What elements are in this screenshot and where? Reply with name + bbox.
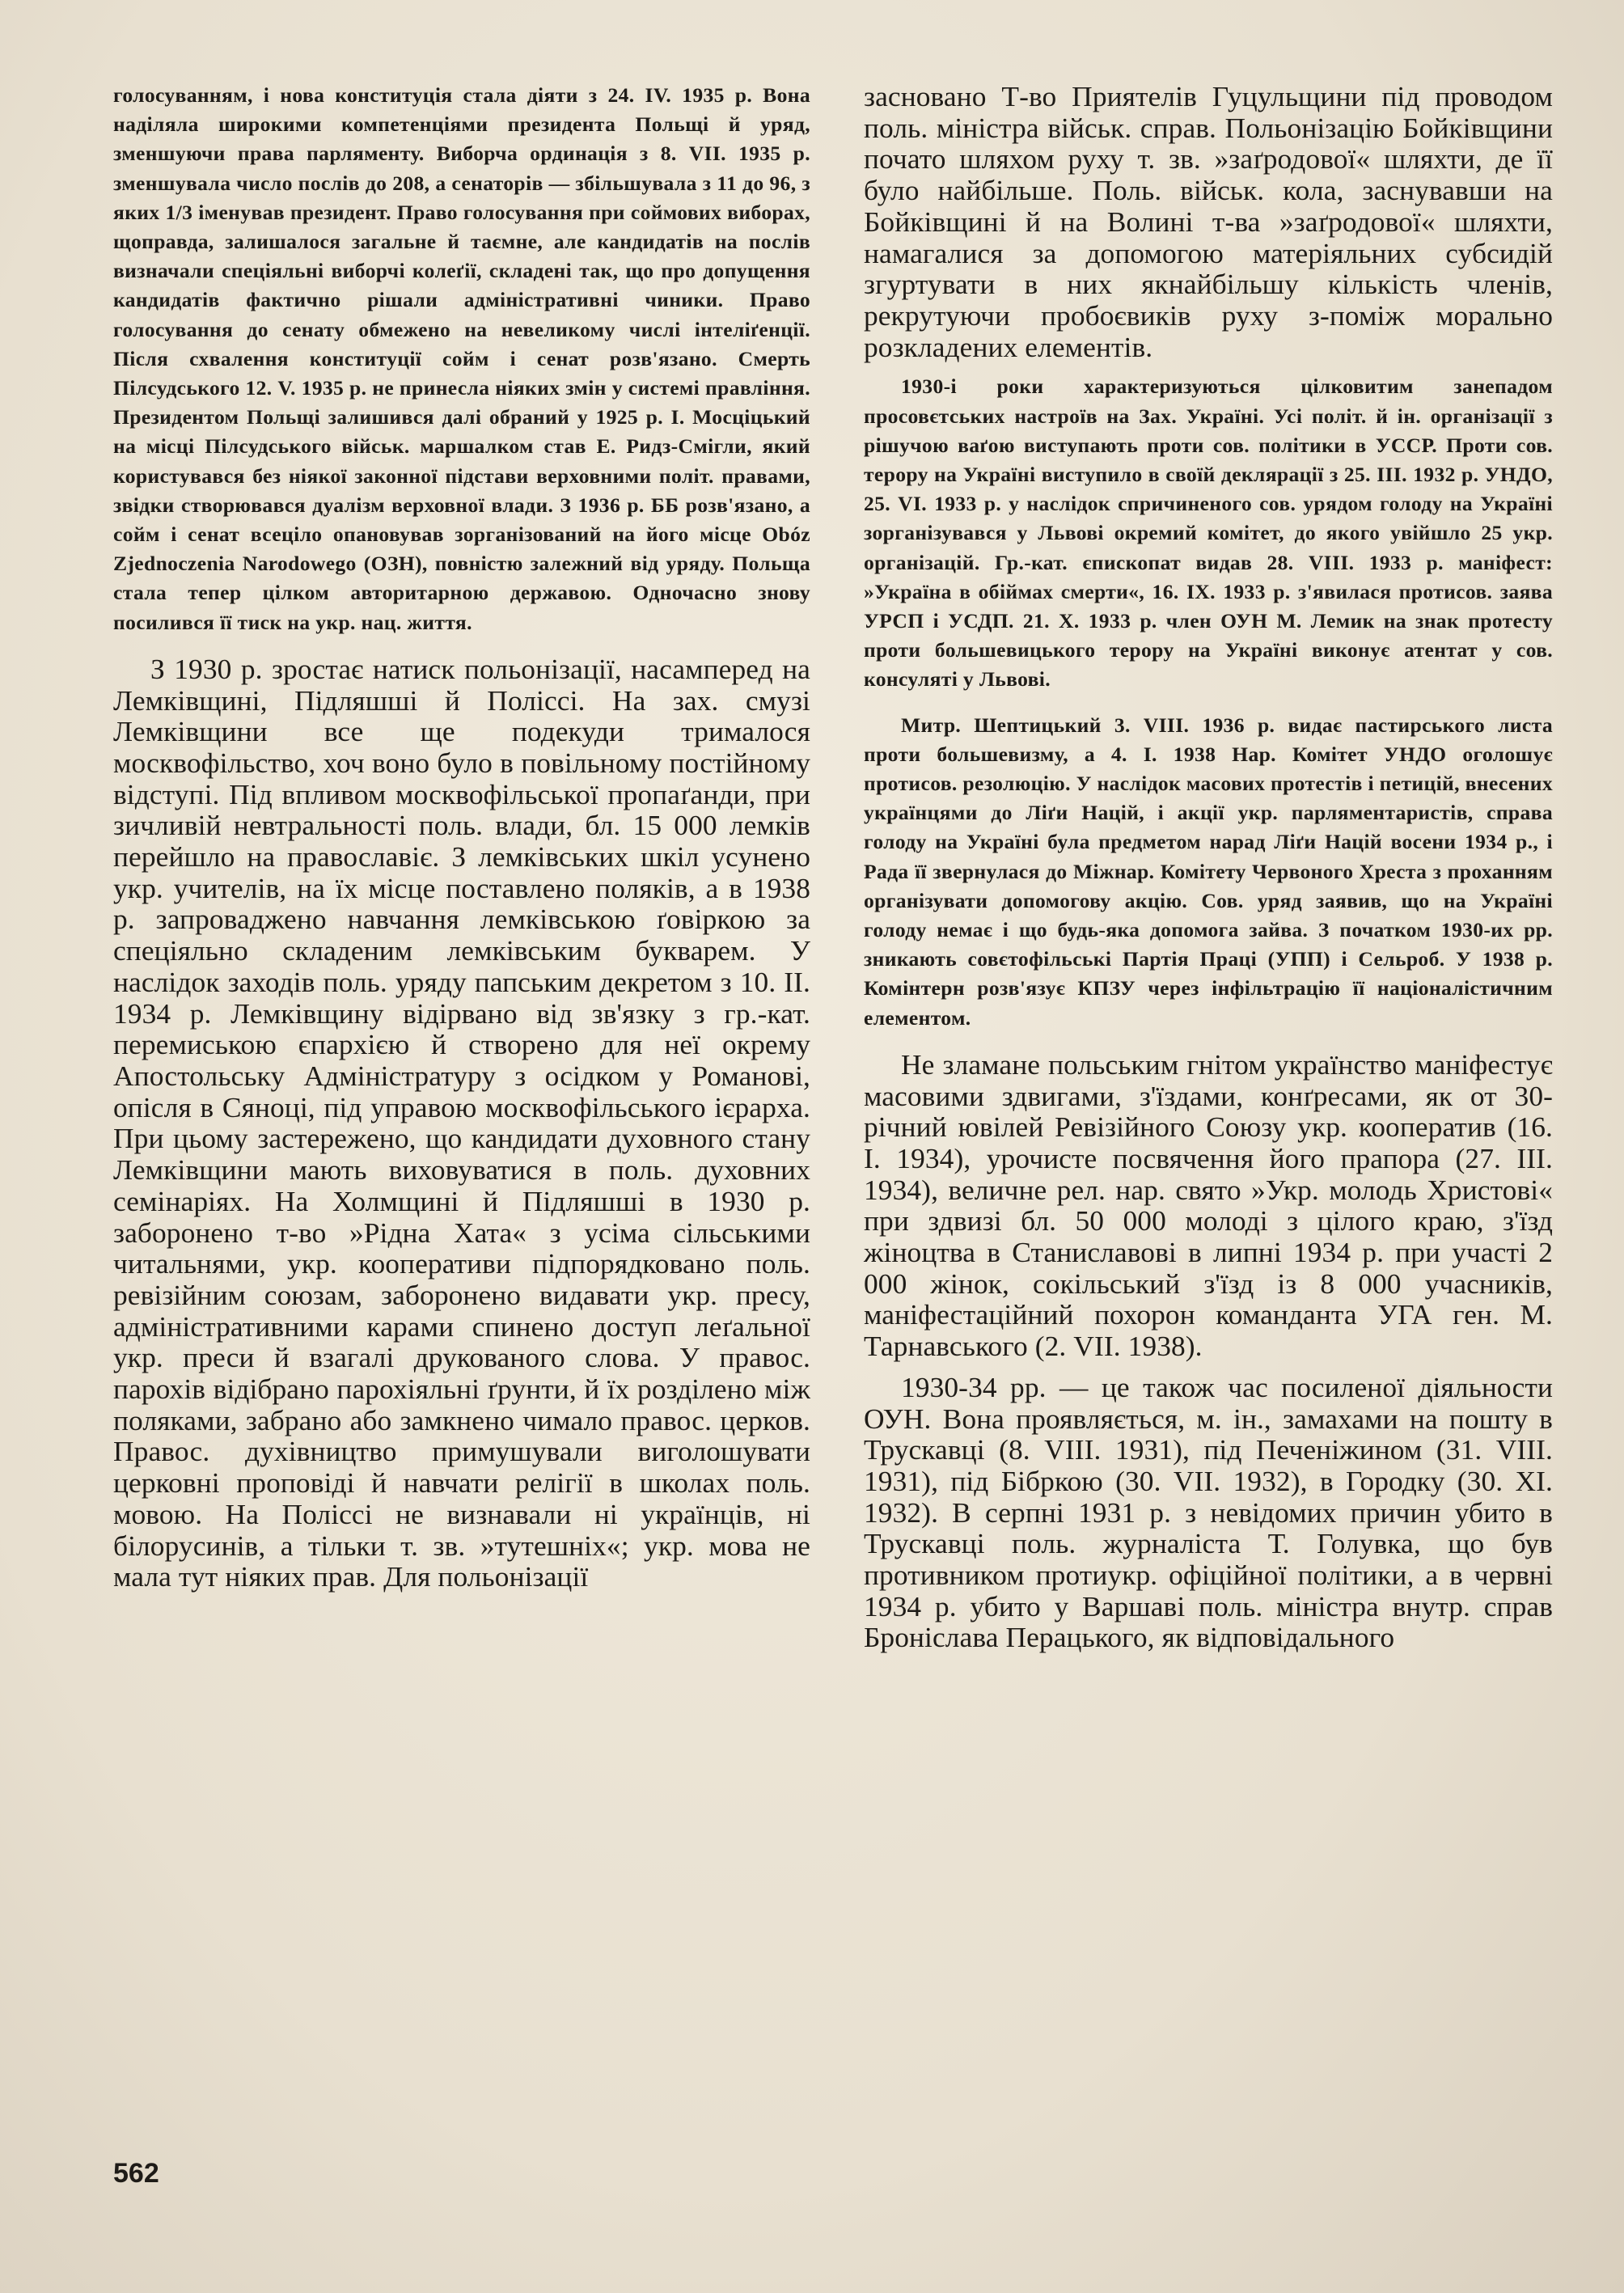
right-large-text-block-bottom [864, 1049, 1553, 1653]
left-large-text-block [113, 654, 810, 1593]
left-paragraph-1: голосуванням, і нова конституція стала діяти з 24. IV. 1935 р. Вона наділяла широкими компетенціями президента Польщі й уряд, зменшуючи права парляменту. Виборча ординація з 8. VII. 1935 р. зменшувала число послів до 208, а сенаторів — збільшувала з 11 до 96, з яких 1/3 іменував президент. Право голосування при соймових виборах, щоправда, залишалося загальне й таємне, але кандидатів на послів визначали спеціяльні виборчі колеґії, складені так, що про допущення кандидатів фактично рішали адміністративні чиники. Право голосування до сенату обмежено на невеликому числі інтеліґенції. Після схвалення конституції сойм і сенат розв'язано. Смерть Пілсудського 12. V. 1935 р. не принесла ніяких змін у системі правління. Президентом Польщі залишився далі обраний у 1925 р. І. Мосціцький на місці Пілсудського військ. маршалком став Е. Ридз-Смігли, який користувався без ніякої законної підстави верховними політ. правами, звідки створювався дуалізм верховної влади. З 1936 р. ББ розв'язано, а сойм і сенат всецілo опановував зорганізований на його місце Obóz Zjednoczenia Narodowego (ОЗН), повністю залежний від уряду. Польща стала тепер цілком авторитарною державою. Одночасно знову посилився її тиск на укр. нац. життя. [113, 83, 810, 634]
right-paragraph-5: 1930-34 рр. — це також час посиленої діяльности ОУН. Вона проявляється, м. ін., замахами на пошту в Трускавці (8. VIII. 1931), під Печеніжином (31. VIII. 1931), під Бібркою (30. VII. 1932), в Городку (30. XI. 1932). В серпні 1931 р. з невідомих причин убито в Трускавці поль. журналіста Т. Голувка, що був противником протиукр. офіційної політики, а в червні 1934 р. убито у Варшаві поль. міністра внутр. справ Броніслава Перацького, як відповідального [864, 1370, 1553, 1654]
left-small-text-block [113, 81, 810, 637]
left-paragraph-2: З 1930 р. зростає натиск польонізації, насамперед на Лемківщині, Підляшші й Поліссі. На зах. смузі Лемківщини все ще подекуди трималося москвофільство, хоч воно було в повільному постійному відступі. Під впливом москвофільської пропаґанди, при зичливій невтральності поль. влади, бл. 15 000 лемків перейшло на православіє. З лемківських шкіл усунено укр. учителів, на їх місце поставлено поляків, а в 1938 р. запроваджено навчання лемківською ґовіркою за спеціяльно складеним лемківським букварем. У наслідок заходів поль. уряду папським декретом з 10. II. 1934 р. Лемківщину відірвано від зв'язку з гр.-кат. перемиською єпархією й створено для неї окрему Апостольську Адміністратуру з осідком у Романові, опісля в Сяноці, під управою москвофільського ієрарха. При цьому застережено, що кандидати духовного стану Лемківщини мають виховуватися в поль. духовних семінаріях. На Холмщині й Підляшші в 1930 р. заборонено т-во »Рідна Хата« з усіма сільськими читальнями, укр. кооперативи підпорядковано поль. ревізійним союзам, заборонено видавати укр. пресу, адміністративними карами спинено доступ леґальної укр. преси й взагалі друкованого слова. У правос. парохів відібрано парохіяльні ґрунти, й їх розділено між поляками, забрано або замкнено чимало правос. церков. Правос. духівництво примушували виголошувати церковні проповіді й навчати релігії в школах поль. мовою. На Поліссі не визнавали ні українців, ні білорусинів, а тільки т. зв. »тутешніх«; укр. мова не мала тут ніяких прав. Для польонізації [113, 652, 810, 1593]
right-paragraph-4: Не зламане польським гнітом українство маніфестує масовими здвигами, з'їздами, конґресами, як от 30-річний ювілей Ревізійного Союзу укр. кооператив (16. I. 1934), урочисте посвячення його прапора (27. III. 1934), величне рел. нар. свято »Укр. молодь Христові« при здвизі бл. 50 000 молоді з цілого краю, з'їзд жіноцтва в Станиславові в липні 1934 р. при участі 2 000 жінок, сокільський з'їзд із 8 000 учасників, маніфестаційний похорон команданта УГА ген. М. Тарнавського (2. VII. 1938). [864, 1047, 1553, 1363]
right-column [864, 81, 1553, 1653]
right-paragraph-2: 1930-і роки характеризуються цілковитим занепадом просовєтських настроїв на Зах. Україні. Усі політ. й ін. організації з рішучою ваґою виступають проти сов. політики в УССР. Проти сов. терору на Україні виступило в своїй деклярації з 25. III. 1932 р. УНДО, 25. VI. 1933 р. у наслідок спричиненого сов. урядом голоду на Україні зорганізувався у Львові окремий комітет, до якого увійшло 25 укр. організацій. Гр.-кат. єпископат видав 28. VIII. 1933 р. маніфест: »Україна в обіймах смерти«, 16. IX. 1933 р. з'явилася протисов. заява УРСП і УСДП. 21. X. 1933 р. член ОУН М. Лемик на знак протесту проти большевицького терору на Україні виконує атентат у сов. консуляті у Львові. [864, 374, 1553, 692]
left-column [113, 81, 810, 1593]
right-large-text-block-top [864, 81, 1553, 362]
right-paragraph-1: засновано Т-во Приятелів Гуцульщини під проводом поль. міністра військ. справ. Польонізацію Бойківщини почато шляхом руху т. зв. »заґродової« шляхти, де її було найбільше. Поль. військ. кола, заснувавши на Бойківщині й на Волині т-ва »заґродової« шляхти, намагалися за допомогою матеріяльних субсидій згуртувати в них якнайбільшу кількість членів, рекрутуючи пробоєвиків руху з-поміж морально розкладених елементів. [864, 80, 1553, 363]
right-paragraph-3: Митр. Шептицький 3. VIII. 1936 р. видає пастирського листа проти большевизму, а 4. I. 1938 Нар. Комітет УНДО оголошує протисов. резолюцію. У наслідок масових протестів і петицій, внесених українцями до Ліґи Націй, і акції укр. парляментаристів, справа голоду на Україні була предметом нарад Ліґи Націй восени 1934 р., і Рада її звернулася до Міжнар. Комітету Червоного Хреста з проханням організувати допомогову акцію. Сов. уряд заявив, що на Україні голоду немає і що будь-яка допомога зайва. З початком 1930-их рр. зникають совєтофільські Партія Праці (УПП) і Сельроб. У 1938 р. Комінтерн розв'язує КПЗУ через інфільтрацію її націоналістичним елементом. [864, 713, 1553, 1030]
right-small-text-block [864, 372, 1553, 1032]
page-number: 562 [113, 2158, 159, 2189]
